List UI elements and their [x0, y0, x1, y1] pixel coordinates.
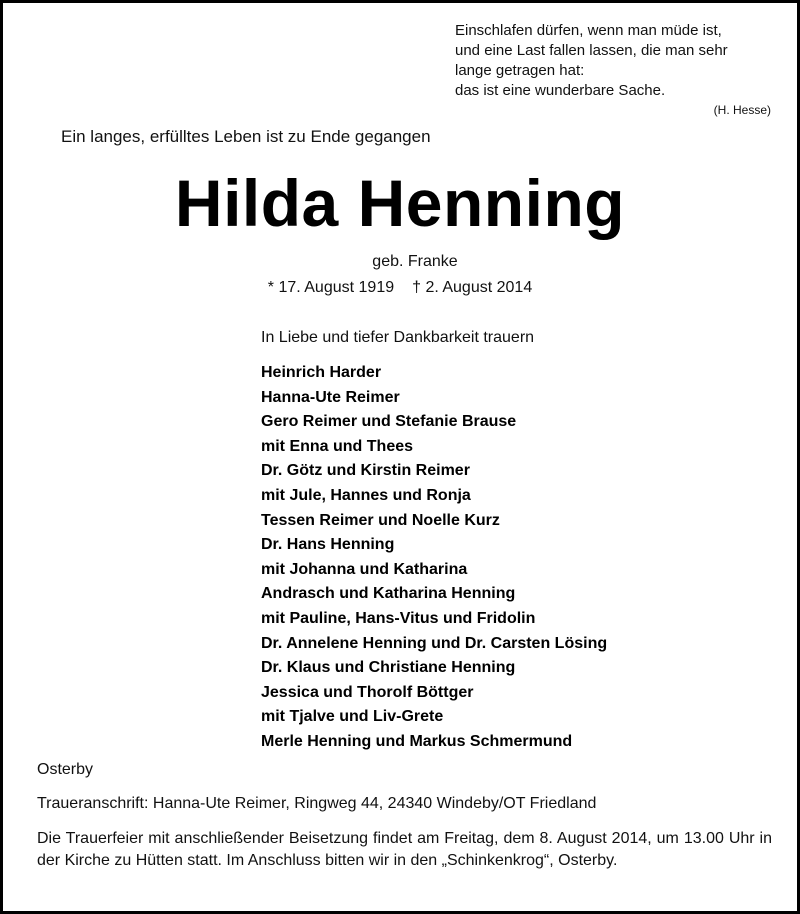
quote-author: (H. Hesse)	[713, 103, 771, 117]
mourning-address: Traueranschrift: Hanna-Ute Reimer, Ringweg 44, 24340 Windeby/OT Friedland	[37, 795, 597, 812]
mourner-entry: Merle Henning und Markus Schmermund	[261, 732, 573, 750]
mourner-entry: Andrasch und Katharina Henning	[261, 585, 516, 603]
birth-date: * 17. August 1919	[267, 279, 395, 296]
mourner-entry: Heinrich Harder	[261, 364, 382, 381]
death-date: † 2. August 2014	[412, 279, 533, 296]
hesse-quote	[455, 21, 775, 119]
mourner-entry: Dr. Hans Henning	[261, 536, 395, 554]
mourner-entry: Tessen Reimer und Noelle Kurz	[261, 511, 500, 529]
mourner-entry: Dr. Götz und Kirstin Reimer	[261, 462, 470, 480]
mourner-entry: mit Johanna und Katharina	[261, 560, 468, 578]
mourners-list	[261, 361, 607, 755]
mourner-entry: mit Enna und Thees	[261, 437, 414, 455]
place-name: Osterby	[37, 761, 94, 778]
deceased-name: Hilda Henning	[174, 166, 626, 240]
mourning-text: In Liebe und tiefer Dankbarkeit trauern	[261, 329, 535, 346]
quote-line: und eine Last fallen lassen, die man sehr	[455, 42, 728, 59]
mourner-entry: mit Pauline, Hans-Vitus und Fridolin	[261, 609, 536, 627]
mourner-entry: mit Tjalve und Liv-Grete	[261, 708, 444, 726]
quote-line: lange getragen hat:	[455, 62, 585, 79]
mourner-entry: mit Jule, Hannes und Ronja	[261, 486, 471, 504]
life-dates	[3, 279, 797, 297]
mourner-entry: Dr. Annelene Henning und Dr. Carsten Lösing	[261, 634, 608, 652]
intro-text: Ein langes, erfülltes Leben ist zu Ende gegangen	[61, 127, 431, 146]
mourner-entry: Dr. Klaus und Christiane Henning	[261, 659, 516, 677]
birth-name: geb. Franke	[372, 253, 458, 270]
mourner-entry: Gero Reimer und Stefanie Brause	[261, 413, 517, 431]
mourner-entry: Jessica und Thorolf Böttger	[261, 683, 474, 701]
quote-line: Einschlafen dürfen, wenn man müde ist,	[455, 22, 722, 39]
mourner-entry: Hanna-Ute Reimer	[261, 388, 400, 406]
quote-line: das ist eine wunderbare Sache.	[455, 82, 666, 99]
funeral-info: Die Trauerfeier mit anschließender Beisetzung findet am Freitag, dem 8. August 2014, um 13.00 Uhr in der Kirche zu Hütten statt. Im Anschluss bitten wir in den „Schinkenkrog“, Osterby.	[37, 830, 772, 869]
